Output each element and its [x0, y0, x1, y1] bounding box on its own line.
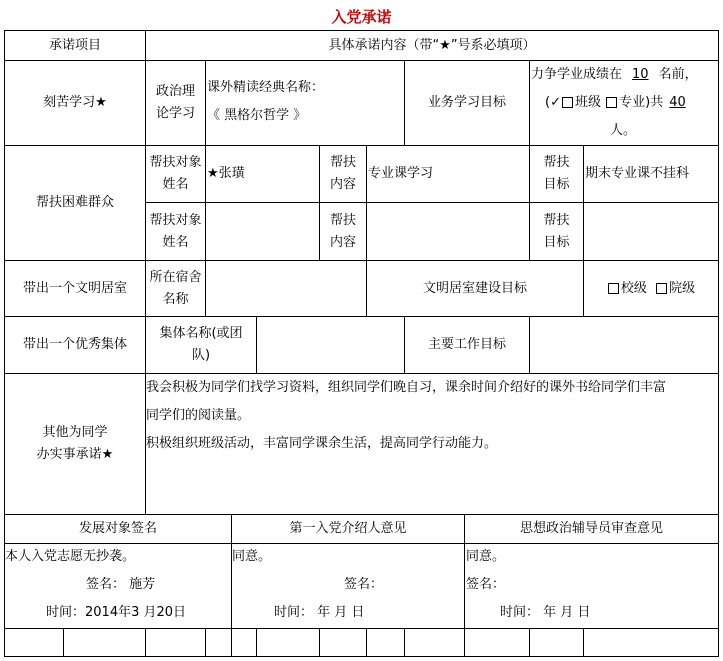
counselor-date: 时间： 年 月 日	[500, 605, 591, 620]
study-goal-line2: (✓ 班级 专业)共 40	[545, 95, 686, 110]
help-target-label-1: 帮扶目标	[543, 155, 570, 192]
dorm-name-label: 所在宿舍名称	[149, 269, 202, 307]
header-project: 承诺项目	[48, 37, 101, 53]
dorm-goal-label: 文明居室建设目标	[422, 280, 527, 296]
row-study-label: 刻苦学习★	[43, 95, 107, 110]
row-other-label: 其他为同学 办实事承诺★	[36, 425, 114, 462]
candidate-signature: 签名： 施芳	[86, 577, 156, 592]
book-value: 《 黑格尔哲学 》	[207, 108, 307, 123]
school-level-checkbox[interactable]	[608, 283, 619, 294]
candidate-date: 时间：2014年3 月20日	[46, 605, 187, 620]
candidate-statement: 本人入党志愿无抄袭。	[5, 549, 136, 564]
other-text-line1: 我会积极为同学们找学习资料，组织同学们晚自习，课余时间介绍好的课外书给同学们丰富	[146, 380, 667, 395]
page-title: 入党承诺	[331, 8, 392, 26]
study-goal-line1: 力争学业成绩在 10 名前，	[531, 67, 698, 82]
counselor-signature: 签名：	[466, 577, 506, 592]
college-level-checkbox[interactable]	[656, 283, 667, 294]
help-content-label-2: 帮扶内容	[329, 212, 356, 250]
introducer-opinion: 同意。	[232, 549, 272, 564]
major-checkbox[interactable]	[606, 97, 617, 108]
help-target-label-2: 帮扶目标	[543, 212, 570, 250]
other-text-line3: 积极组织班级活动，丰富同学课余生活，提高同学行动能力。	[146, 436, 498, 451]
politics-study-label: 政治理论学习	[155, 84, 195, 121]
help-content-value-1: 专业课学习	[368, 166, 434, 181]
check-mark-icon: ✓	[550, 95, 561, 110]
dorm-level-options: 校级 院级	[584, 261, 718, 316]
sign-header-counselor: 思想政治辅导员审查意见	[519, 521, 663, 536]
study-goal-line3: 人。	[610, 123, 637, 138]
study-goal-label: 业务学习目标	[427, 95, 506, 110]
header-content: 具体承诺内容（带“★”号系必填项）	[328, 37, 536, 53]
help-name-label-2: 帮扶对象姓名	[149, 212, 202, 250]
sign-header-introducer: 第一入党介绍人意见	[289, 521, 407, 536]
collective-name-label: 集体名称(或团队)	[159, 326, 243, 363]
help-name-label-1: 帮扶对象姓名	[149, 155, 202, 192]
collective-goal-label: 主要工作目标	[427, 337, 506, 352]
introducer-date: 时间： 年 月 日	[274, 605, 365, 620]
help-content-label-1: 帮扶内容	[329, 155, 356, 192]
book-label: 课外精读经典名称：	[207, 80, 325, 95]
introducer-signature: 签名：	[344, 577, 384, 592]
row-help-label: 帮扶困难群众	[35, 195, 114, 210]
class-checkbox[interactable]	[562, 97, 573, 108]
counselor-opinion: 同意。	[466, 549, 506, 564]
row-collective-label: 带出一个优秀集体	[22, 337, 127, 352]
help-name-value-1: ★张璜	[207, 166, 245, 181]
other-text-line2: 同学们的阅读量。	[146, 408, 251, 423]
sign-header-candidate: 发展对象签名	[78, 521, 157, 536]
row-dorm-label: 带出一个文明居室	[22, 280, 127, 296]
help-target-value-1: 期末专业课不挂科	[585, 166, 690, 181]
